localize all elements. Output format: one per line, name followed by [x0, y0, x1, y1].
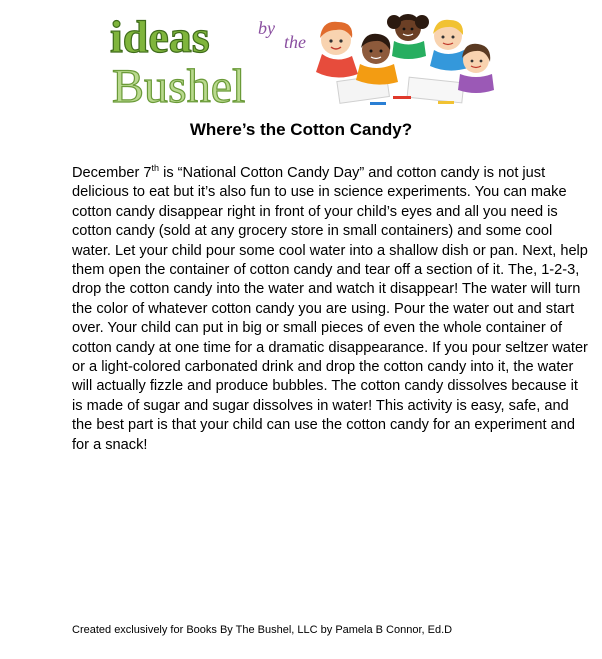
date-suffix: th [151, 163, 160, 174]
logo-bushel-text: Bushel [112, 60, 246, 110]
ideas-by-the-bushel-logo [108, 8, 498, 110]
paragraph-text: is “National Cotton Candy Day” and cotton candy is not just delicious to eat but it’s also fun to use in science experiments. You can make cotton candy disappear right in front of your child’s eyes and all you need is cotton candy (sold at any grocery store in small containers) and some cool water. Let your child pour some cool water into a shallow dish or pan. Next, help them open the container of cotton candy and tear off a section of it. The, 1-2-3, drop the cotton candy into the water and watch it disappear! The water will turn the color of whatever cotton candy you are using. Pour the water out and start over. Your child can put in big or small pieces of even the whole container of cotton candy at one time for a dramatic disappearance. If you pour seltzer water or a light-colored carbonated drink and drop the cotton candy into it, the water will actually fizzle and produce bubbles. The cotton candy dissolves because it is made of sugar and sugar dissolves in water! This activity is easy, safe, and the best part is that your child can use the cotton candy for an experiment and for a snack! [72, 165, 588, 453]
page-title: Where’s the Cotton Candy? [189, 120, 413, 139]
logo-the-text: the [284, 32, 306, 52]
logo-graphic [108, 8, 498, 110]
footer-credit: Created exclusively for Books By The Bushel, LLC by Pamela B Connor, Ed.D [72, 624, 453, 636]
article-paragraph [72, 164, 592, 455]
logo-ideas-text: ideas [110, 11, 210, 62]
logo-by-text: by [258, 18, 275, 38]
children-illustration [316, 14, 494, 105]
date-day: December 7 [72, 165, 152, 181]
